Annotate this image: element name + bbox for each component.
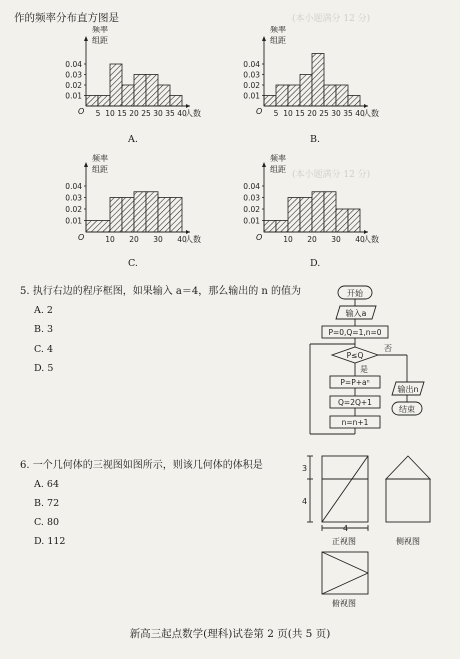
output-label: 输出n <box>397 385 419 394</box>
y-label-top: 频率 <box>270 154 286 163</box>
three-views <box>300 452 450 610</box>
y-tick-label: 0.04 <box>243 182 260 191</box>
q6-option-d: D. 112 <box>34 536 66 547</box>
x-tick-label: 10 <box>283 109 293 118</box>
side-view-label: 侧视图 <box>396 537 420 546</box>
x-tick-label: 25 <box>141 109 151 118</box>
histogram-bar <box>98 96 110 107</box>
bars <box>264 192 360 232</box>
histogram-bar <box>288 85 300 106</box>
x-axis-arrow <box>186 104 190 108</box>
axes <box>65 36 201 118</box>
x-tick-label: 30 <box>331 109 341 118</box>
x-tick-label: 35 <box>165 109 175 118</box>
x-tick-label: 20 <box>307 109 317 118</box>
q6-stem: 6. 一个几何体的三视图如图所示，则该几何体的体积是 <box>20 460 263 471</box>
y-tick-label: 0.01 <box>243 91 260 101</box>
y-axis-arrow <box>84 162 88 167</box>
y-tick-label: 0.01 <box>243 216 260 226</box>
histogram-bar <box>312 54 324 107</box>
histogram-bar <box>276 221 288 233</box>
top-view-label: 俯视图 <box>332 599 356 608</box>
histogram-bar <box>86 96 98 107</box>
y-tick-label: 0.03 <box>65 70 82 80</box>
x-tick-label: 25 <box>319 109 329 118</box>
y-tick-label: 0.02 <box>243 205 260 214</box>
bars <box>86 192 182 232</box>
x-tick-label: 15 <box>295 109 305 118</box>
q6-option-b: B. 72 <box>34 498 60 509</box>
caption-b: B. <box>310 134 321 145</box>
dim-4-bottom: 4 <box>343 524 349 533</box>
y-label-top: 频率 <box>270 26 286 34</box>
histogram-bar <box>170 198 182 233</box>
y-tick-label: 0.01 <box>65 216 82 226</box>
x-axis-arrow <box>364 104 368 108</box>
y-tick-label: 0.03 <box>65 193 82 203</box>
histogram-bar <box>300 198 312 233</box>
histogram-b <box>230 26 400 134</box>
x-tick-label: 40 <box>177 109 187 118</box>
histogram-d <box>230 152 400 256</box>
no-label: 否 <box>384 344 392 353</box>
histogram-bar <box>146 192 158 232</box>
y-tick-label: 0.02 <box>65 205 82 214</box>
histogram-bar <box>336 209 348 232</box>
step2-label: Q=2Q+1 <box>338 398 372 407</box>
y-tick-label: 0.04 <box>65 60 82 69</box>
x-tick-label: 15 <box>117 109 127 118</box>
y-tick-label: 0.02 <box>65 81 82 90</box>
x-tick-label: 10 <box>283 235 293 244</box>
histogram-bar <box>264 96 276 107</box>
front-view-label: 正视图 <box>332 537 356 546</box>
histogram-bar <box>158 85 170 106</box>
origin-label: O <box>78 233 85 242</box>
y-label-top: 频率 <box>92 26 108 34</box>
x-tick-label: 5 <box>95 109 101 118</box>
x-tick-label: 30 <box>331 235 341 244</box>
yes-label: 是 <box>360 365 368 374</box>
step3-label: n=n+1 <box>341 418 369 427</box>
x-tick-label: 30 <box>153 235 163 244</box>
y-tick-label: 0.03 <box>243 193 260 203</box>
histogram-bar <box>324 192 336 232</box>
init-label: P=0,Q=1,n=0 <box>328 328 382 337</box>
y-tick-label: 0.03 <box>243 70 260 80</box>
end-label: 结束 <box>399 405 415 414</box>
histogram-bar <box>110 198 122 233</box>
q5-stem: 5. 执行右边的程序框图，如果输入 a＝4，那么输出的 n 的值为 <box>20 286 302 297</box>
y-label-bottom: 组距 <box>270 165 286 174</box>
caption-d: D. <box>310 258 321 269</box>
bleed-through-text-2: (本小题满分 12 分) <box>292 170 371 180</box>
x-tick-label: 20 <box>307 235 317 244</box>
histogram-bar <box>134 75 146 107</box>
q6-option-c: C. 80 <box>34 517 60 528</box>
histogram-bar <box>122 85 134 106</box>
histogram-bar <box>264 221 276 233</box>
x-tick-label: 20 <box>129 109 139 118</box>
x-unit-label: 人数 <box>363 235 379 244</box>
y-tick-label: 0.02 <box>243 81 260 90</box>
y-axis-arrow <box>262 162 266 167</box>
x-tick-label: 35 <box>343 109 353 118</box>
histogram-c <box>52 152 212 256</box>
x-tick-label: 40 <box>177 235 187 244</box>
x-tick-label: 10 <box>105 235 115 244</box>
histogram-bar <box>276 85 288 106</box>
x-unit-label: 人数 <box>185 235 201 244</box>
input-label: 输入a <box>345 309 367 318</box>
page-footer: 新高三起点数学(理科)试卷第 2 页(共 5 页) <box>129 628 331 640</box>
histogram-bar <box>288 198 300 233</box>
histogram-bar <box>86 221 110 233</box>
y-label-bottom: 组距 <box>270 36 286 45</box>
caption-c: C. <box>128 258 138 269</box>
histogram-bar <box>348 96 360 107</box>
y-label-top: 频率 <box>92 154 108 163</box>
x-tick-label: 10 <box>105 109 115 118</box>
top-view <box>322 552 368 594</box>
x-tick-label: 5 <box>273 109 279 118</box>
x-tick-label: 40 <box>355 235 365 244</box>
q5-option-d: D. 5 <box>34 363 54 374</box>
side-view <box>386 479 430 522</box>
q6-option-a: A. 64 <box>34 479 59 490</box>
histogram-a <box>52 26 212 134</box>
x-unit-label: 人数 <box>363 109 379 118</box>
histogram-bar <box>300 75 312 107</box>
dim-4-left: 4 <box>302 497 308 506</box>
histogram-bar <box>336 85 348 106</box>
bleed-through-text: (本小题满分 12 分) <box>292 14 371 24</box>
side-view-roof <box>386 456 430 479</box>
start-label: 开始 <box>347 289 363 298</box>
caption-a: A. <box>128 134 138 145</box>
histogram-bar <box>146 75 158 107</box>
x-tick-label: 40 <box>355 109 365 118</box>
origin-label: O <box>256 107 263 116</box>
y-axis-arrow <box>262 36 266 41</box>
y-label-bottom: 组距 <box>92 36 108 45</box>
q5-option-a: A. 2 <box>34 305 53 316</box>
histogram-bar <box>110 64 122 106</box>
cond-label: P≤Q <box>346 351 364 360</box>
y-label-bottom: 组距 <box>92 165 108 174</box>
bars <box>264 54 360 107</box>
x-axis-arrow <box>364 230 368 234</box>
x-axis-arrow <box>186 230 190 234</box>
y-tick-label: 0.04 <box>243 60 260 69</box>
step1-label: P=P+aⁿ <box>340 378 370 387</box>
histogram-bar <box>312 192 324 232</box>
y-tick-label: 0.04 <box>65 182 82 191</box>
intro-text: 作的频率分布直方图是 <box>14 12 119 24</box>
histogram-bar <box>122 198 134 233</box>
dim-3: 3 <box>302 464 308 473</box>
histogram-bar <box>324 85 336 106</box>
y-tick-label: 0.01 <box>65 91 82 101</box>
bars <box>86 64 182 106</box>
histogram-bar <box>348 209 360 232</box>
histogram-bar <box>170 96 182 107</box>
q5-option-c: C. 4 <box>34 344 54 355</box>
y-axis-arrow <box>84 36 88 41</box>
origin-label: O <box>78 107 85 116</box>
origin-label: O <box>256 233 263 242</box>
x-tick-label: 20 <box>129 235 139 244</box>
x-unit-label: 人数 <box>185 109 201 118</box>
flowchart <box>300 284 450 440</box>
histogram-bar <box>134 192 146 232</box>
histogram-bar <box>158 198 170 233</box>
q5-option-b: B. 3 <box>34 324 54 335</box>
x-tick-label: 30 <box>153 109 163 118</box>
